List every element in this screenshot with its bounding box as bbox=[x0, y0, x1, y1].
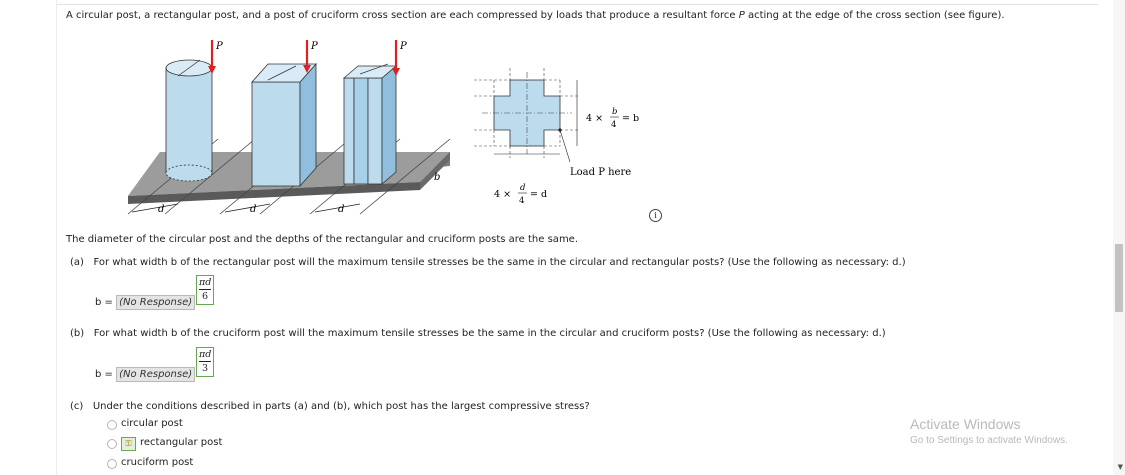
activate-windows-subtitle: Go to Settings to activate Windows. bbox=[910, 435, 1068, 446]
figure bbox=[120, 34, 660, 224]
equation-text: 4 bbox=[611, 120, 617, 130]
option-rectangular-post[interactable]: rectangular post bbox=[140, 437, 223, 448]
info-icon[interactable]: i bbox=[649, 209, 662, 222]
radio-rectangular-post[interactable] bbox=[107, 439, 117, 449]
load-label: P bbox=[400, 41, 407, 52]
load-label: P bbox=[216, 41, 223, 52]
part-b-correct-answer: $\frac{\pi d}{3}$ bbox=[196, 347, 214, 377]
cruciform-section bbox=[474, 68, 580, 162]
part-b-answer-row: b = (No Response) bbox=[95, 367, 195, 382]
scrollbar-thumb[interactable] bbox=[1115, 244, 1123, 312]
scrollbar-track[interactable] bbox=[1113, 0, 1125, 475]
load-here-label: Load P here bbox=[570, 167, 632, 178]
radio-cruciform-post[interactable] bbox=[107, 459, 117, 469]
scroll-down-icon[interactable]: ▼ bbox=[1117, 463, 1123, 471]
part-b-response[interactable]: (No Response) bbox=[116, 367, 195, 382]
cruciform-post bbox=[344, 64, 396, 184]
equation-text: 4 × bbox=[494, 189, 512, 200]
key-icon: ⚿ bbox=[121, 437, 136, 451]
left-border bbox=[56, 0, 57, 475]
equation-text: b bbox=[612, 107, 618, 117]
top-border bbox=[56, 0, 1098, 5]
dimension-arrows bbox=[132, 204, 360, 212]
problem-statement: The diameter of the circular post and the depths of the rectangular and cruciform posts are the same. bbox=[66, 234, 579, 245]
equation-text: = b bbox=[622, 113, 640, 124]
width-label: b bbox=[434, 172, 441, 183]
load-label: P bbox=[311, 41, 318, 52]
option-cruciform-post[interactable]: cruciform post bbox=[121, 457, 194, 468]
equation-text: = d bbox=[530, 189, 548, 200]
circular-post bbox=[166, 60, 212, 181]
part-a-response[interactable]: (No Response) bbox=[116, 295, 195, 310]
option-circular-post[interactable]: circular post bbox=[121, 418, 183, 429]
part-a-correct-answer: $\frac{\pi d}{6}$ bbox=[196, 275, 214, 305]
activate-windows-title: Activate Windows bbox=[910, 416, 1021, 432]
rectangular-post bbox=[252, 64, 316, 186]
problem-intro: A circular post, a rectangular post, and a post of cruciform cross section are each compressed by loads that produce a resultant force P acting at the edge of the cross section (see figure). bbox=[66, 10, 1005, 21]
equation-text: 4 bbox=[519, 196, 525, 206]
part-b-question: (b) For what width b of the cruciform post will the maximum tensile stresses be the same in the circular and cruciform posts? (Use the following as necessary: d.) bbox=[70, 328, 886, 339]
radio-circular-post[interactable] bbox=[107, 420, 117, 430]
part-c-question: (c) Under the conditions described in parts (a) and (b), which post has the largest compressive stress? bbox=[70, 401, 590, 412]
part-a-question: (a) For what width b of the rectangular post will the maximum tensile stresses be the same in the circular and rectangular posts? (Use the following as necessary: d.) bbox=[70, 257, 906, 268]
part-a-answer-row: b = (No Response) bbox=[95, 295, 195, 310]
dimension-label: d bbox=[338, 204, 345, 215]
equation-text: 4 × bbox=[586, 113, 604, 124]
dimension-label: d bbox=[158, 204, 165, 215]
equation-text: d bbox=[520, 183, 526, 193]
dimension-label: d bbox=[250, 204, 257, 215]
